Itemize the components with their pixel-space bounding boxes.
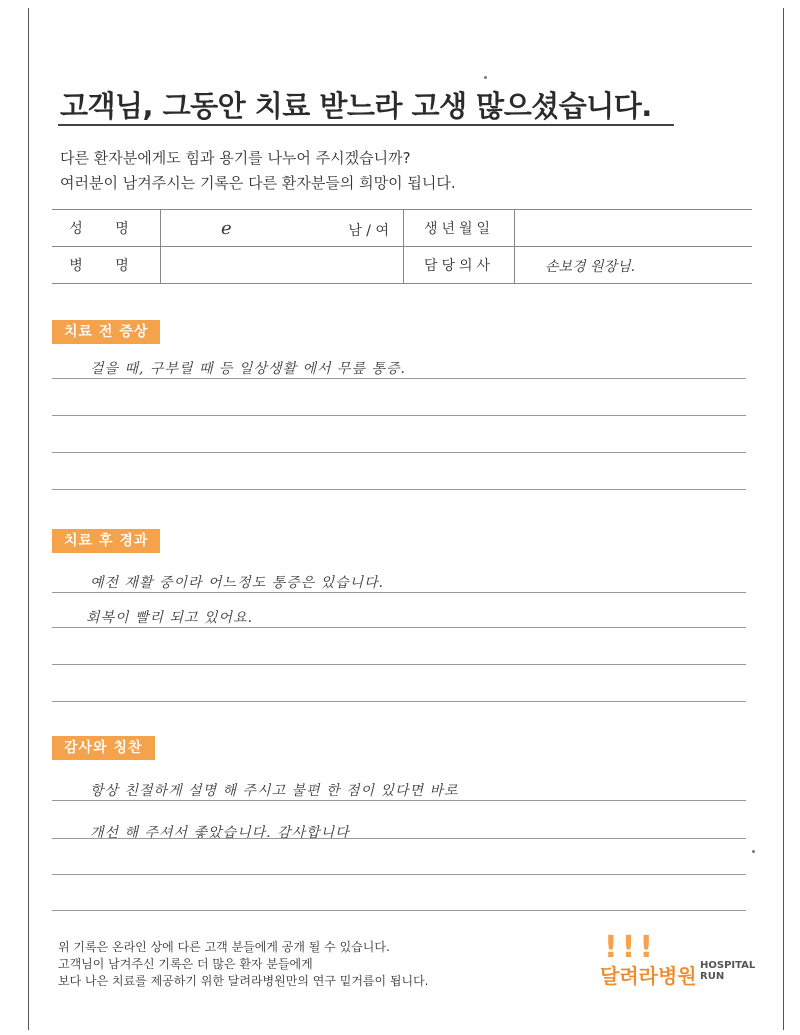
writing-line <box>52 489 746 490</box>
writing-line <box>52 701 746 702</box>
scan-speck <box>752 850 755 853</box>
writing-line <box>52 910 746 911</box>
writing-line <box>52 378 746 379</box>
writing-line <box>52 592 746 593</box>
footer-line-2: 고객님이 남겨주신 기록은 더 많은 환자 분들에게 <box>58 957 313 971</box>
writing-line <box>52 627 746 628</box>
writing-line <box>52 874 746 875</box>
disease-label: 병 명 <box>52 247 161 284</box>
writing-line <box>52 452 746 453</box>
patient-info-table <box>52 209 752 284</box>
birth-value <box>515 210 753 247</box>
thanks-line-2: 개선 해 주셔서 좋았습니다. 감사합니다 <box>90 825 350 841</box>
birth-label: 생년월일 <box>404 210 515 247</box>
intro-line-2: 여러분이 남겨주시는 기록은 다른 환자분들의 희망이 됩니다. <box>60 174 456 192</box>
writing-line <box>52 838 746 839</box>
hospital-logo <box>600 930 760 994</box>
after-line-2: 회복이 빨리 되고 있어요. <box>86 610 254 626</box>
name-label: 성 명 <box>52 210 161 247</box>
doctor-value: 손보경 원장님. <box>545 259 636 275</box>
before-symptoms-badge: 치료 전 증상 <box>52 320 160 344</box>
logo-name: 달려라병원 <box>600 964 697 988</box>
scan-speck <box>484 76 487 79</box>
writing-line <box>52 800 746 801</box>
logo-exclamation-icon: !!! <box>604 930 658 965</box>
before-line-1: 걸을 때, 구부릴 때 등 일상생활 에서 무릎 통증. <box>90 361 406 377</box>
logo-sub <box>700 960 755 982</box>
gender-value: 남 / 여 <box>348 223 389 239</box>
logo-sub-line-2: RUN <box>700 971 725 982</box>
writing-line <box>52 415 746 416</box>
name-value: e <box>221 218 232 239</box>
name-cell <box>161 210 404 247</box>
intro-line-1: 다른 환자분에게도 힘과 용기를 나누어 주시겠습니까? <box>60 149 411 167</box>
after-line-1: 예전 재활 중이라 어느정도 통증은 있습니다. <box>90 575 385 591</box>
thanks-praise-badge: 감사와 칭찬 <box>52 736 155 760</box>
logo-sub-line-1: HOSPITAL <box>700 960 756 971</box>
doctor-cell <box>515 247 753 284</box>
writing-line <box>52 664 746 665</box>
after-results-badge: 치료 후 경과 <box>52 529 160 553</box>
footer-line-3: 보다 나은 치료를 제공하기 위한 달려라병원만의 연구 밑거름이 됩니다. <box>58 974 429 988</box>
disease-value <box>161 247 404 284</box>
thanks-line-1: 항상 친절하게 설명 해 주시고 불편 한 점이 있다면 바로 <box>90 783 459 799</box>
doctor-label: 담당의사 <box>404 247 515 284</box>
footer-line-1: 위 기록은 온라인 상에 다른 고객 분들에게 공개 될 수 있습니다. <box>58 940 390 954</box>
title-underline <box>58 124 674 126</box>
page-title: 고객님, 그동안 치료 받느라 고생 많으셨습니다. <box>60 89 652 123</box>
